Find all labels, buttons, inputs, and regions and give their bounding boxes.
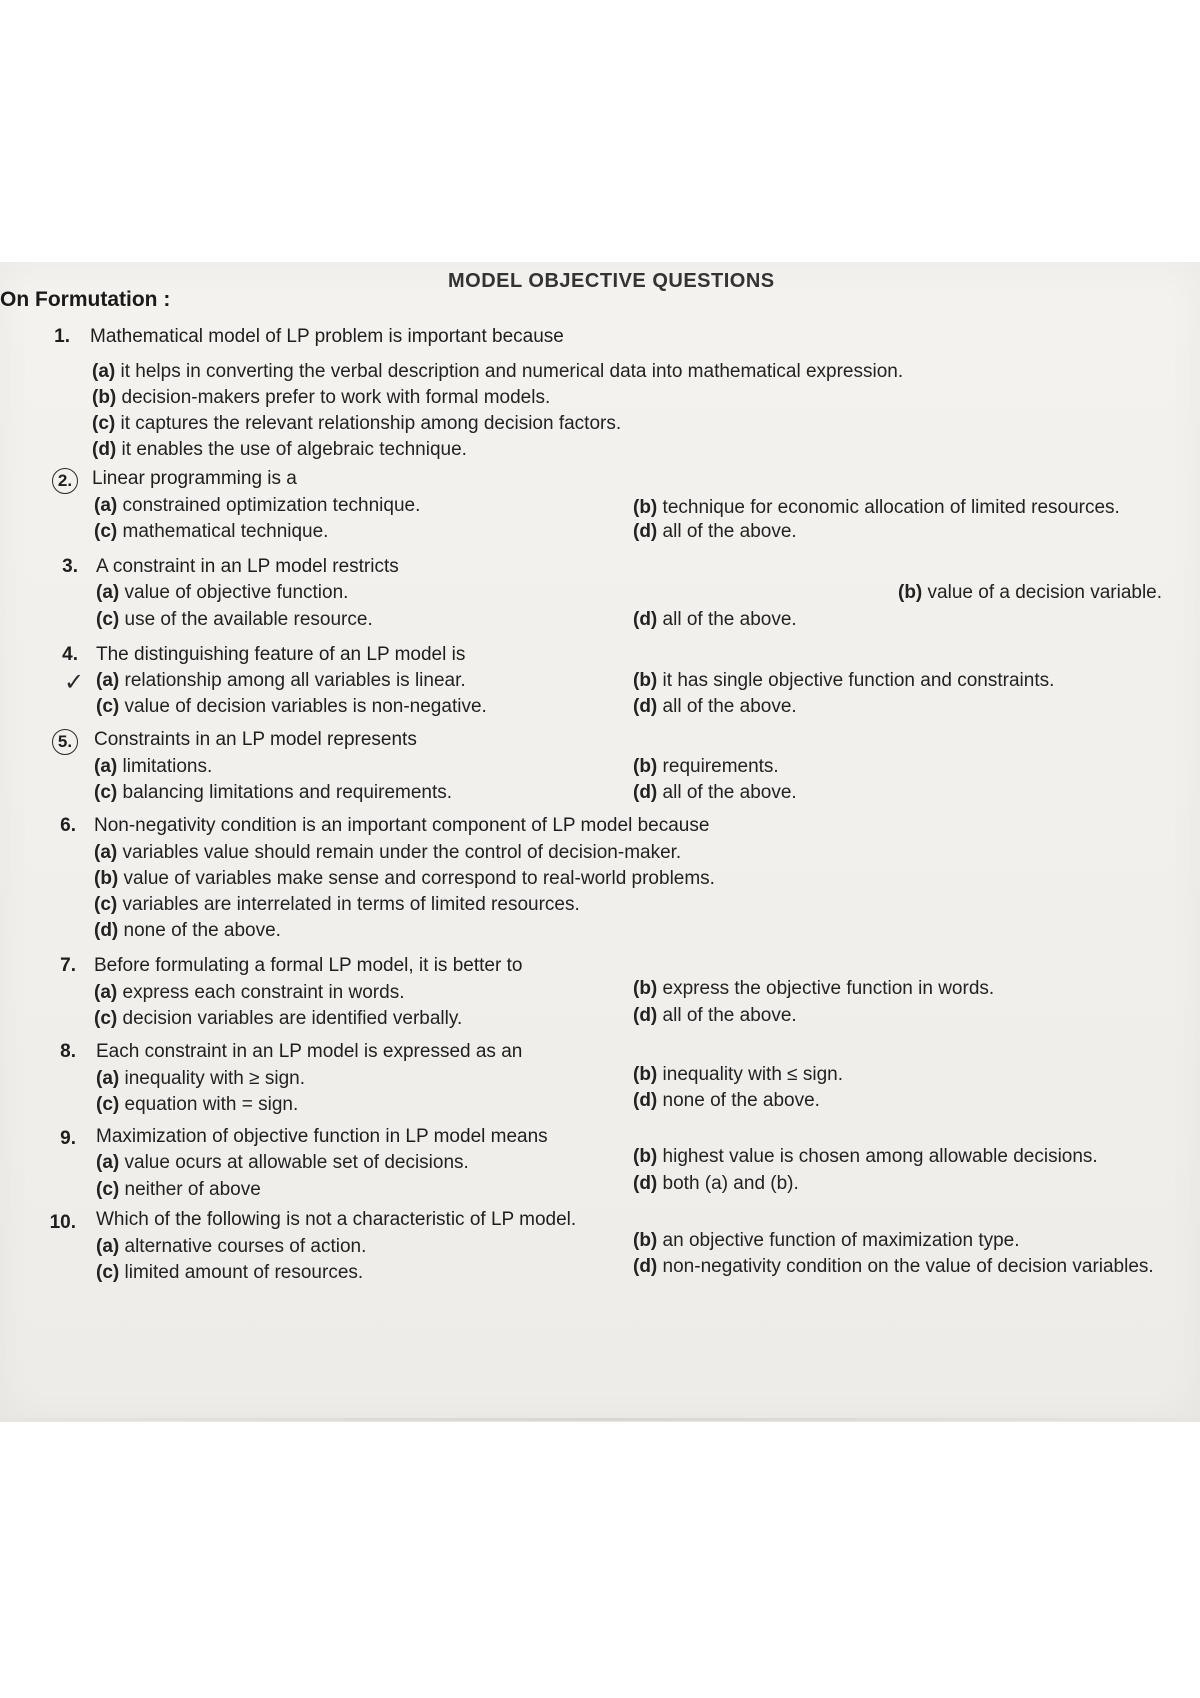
question-3-option-d: [633, 609, 797, 631]
question-1-option-d: [92, 439, 467, 461]
option-text: none of the above.: [662, 1090, 820, 1111]
question-1-option-a: [92, 361, 903, 383]
question-6-option-a: [94, 842, 681, 864]
question-5-option-a: [94, 756, 212, 778]
option-label: (b): [633, 756, 658, 777]
option-text: limitations.: [122, 756, 213, 777]
option-label: (d): [633, 782, 658, 803]
question-3-option-b: [898, 582, 1162, 604]
question-4-number: 4.: [62, 644, 78, 665]
question-6-option-d: [94, 920, 281, 942]
question-10-option-a: [96, 1236, 366, 1258]
option-text: it enables the use of algebraic technique.: [121, 439, 467, 460]
option-label: (a): [96, 1152, 120, 1173]
question-7-text: Before formulating a formal LP model, it is better to: [94, 955, 523, 976]
option-text: non-negativity condition on the value of decision variables.: [662, 1256, 1154, 1277]
option-text: decision variables are identified verbally.: [122, 1008, 463, 1029]
option-text: mathematical technique.: [122, 521, 329, 542]
option-text: express each constraint in words.: [122, 982, 405, 1003]
option-label: (d): [633, 521, 658, 542]
option-label: (c): [96, 696, 120, 717]
question-8-number: 8.: [60, 1041, 76, 1062]
question-6-text: Non-negativity condition is an important component of LP model because: [94, 815, 710, 836]
option-text: it captures the relevant relationship among decision factors.: [120, 413, 622, 434]
option-label: (c): [96, 1262, 120, 1283]
option-label: (d): [633, 1090, 658, 1111]
option-label: (d): [633, 609, 658, 630]
question-1-number: 1.: [54, 326, 70, 347]
option-text: constrained optimization technique.: [122, 495, 421, 516]
question-8-option-d: [633, 1090, 820, 1112]
option-label: (c): [94, 894, 118, 915]
option-text: all of the above.: [662, 521, 797, 542]
option-label: (c): [94, 1008, 118, 1029]
page-edge: [0, 1418, 1200, 1421]
option-label: (b): [633, 1064, 658, 1085]
option-text: value of variables make sense and correspond to real-world problems.: [123, 868, 715, 889]
option-text: all of the above.: [662, 696, 797, 717]
option-label: (d): [633, 696, 658, 717]
option-text: technique for economic allocation of limited resources.: [662, 497, 1120, 518]
option-text: variables are interrelated in terms of limited resources.: [122, 894, 580, 915]
option-label: (b): [633, 1230, 658, 1251]
question-9-option-a: [96, 1152, 469, 1174]
question-8-option-b: [633, 1064, 843, 1086]
option-text: decision-makers prefer to work with formal models.: [121, 387, 551, 408]
question-5-number: 5.: [52, 729, 78, 755]
question-3-option-a: [96, 582, 348, 604]
question-9-option-d: [633, 1173, 799, 1195]
option-text: express the objective function in words.: [662, 978, 995, 999]
option-text: all of the above.: [662, 609, 797, 630]
question-4-text: The distinguishing feature of an LP model is: [96, 644, 466, 665]
check-mark-icon: ✓: [64, 669, 85, 696]
option-text: all of the above.: [662, 1005, 797, 1026]
option-label: (b): [633, 1146, 658, 1167]
option-label: (d): [633, 1173, 658, 1194]
question-4-option-b: [633, 670, 1054, 692]
question-8-text: Each constraint in an LP model is expressed as an: [96, 1041, 523, 1062]
option-text: highest value is chosen among allowable decisions.: [662, 1146, 1098, 1167]
question-2-option-d: [633, 521, 797, 543]
option-label: (b): [898, 582, 923, 603]
question-2-option-a: [94, 495, 420, 517]
question-3-text: A constraint in an LP model restricts: [96, 556, 399, 577]
option-label: (a): [94, 756, 118, 777]
question-2-number: 2.: [52, 468, 78, 494]
option-label: (c): [92, 413, 116, 434]
question-9-option-b: [633, 1146, 1098, 1168]
option-text: inequality with ≥ sign.: [124, 1068, 305, 1089]
question-8-option-a: [96, 1068, 305, 1090]
option-text: balancing limitations and requirements.: [122, 782, 453, 803]
option-label: (a): [94, 495, 118, 516]
question-9-number: 9.: [60, 1128, 76, 1149]
question-6-number: 6.: [60, 815, 76, 836]
option-label: (b): [92, 387, 117, 408]
question-9-text: Maximization of objective function in LP model means: [96, 1126, 548, 1147]
question-10-number: 10.: [49, 1212, 76, 1233]
option-label: (b): [633, 497, 658, 518]
option-text: inequality with ≤ sign.: [662, 1064, 844, 1085]
question-5-text: Constraints in an LP model represents: [94, 729, 417, 750]
option-text: value of decision variables is non-negative.: [124, 696, 487, 717]
question-10-option-d: [633, 1256, 1154, 1278]
option-text: it has single objective function and constraints.: [662, 670, 1055, 691]
question-10-option-b: [633, 1230, 1020, 1252]
option-label: (c): [94, 521, 118, 542]
question-5-option-d: [633, 782, 797, 804]
option-label: (a): [94, 982, 118, 1003]
option-text: none of the above.: [123, 920, 281, 941]
option-text: it helps in converting the verbal description and numerical data into mathematical expression.: [120, 361, 904, 382]
option-label: (a): [96, 582, 120, 603]
question-10-text: Which of the following is not a characteristic of LP model.: [96, 1209, 577, 1230]
option-label: (c): [96, 609, 120, 630]
option-label: (b): [94, 868, 119, 889]
option-label: (a): [96, 670, 120, 691]
option-label: (a): [92, 361, 116, 382]
question-1-option-c: [92, 413, 621, 435]
option-text: variables value should remain under the control of decision-maker.: [122, 842, 682, 863]
question-7-option-b: [633, 978, 994, 1000]
option-text: use of the available resource.: [124, 609, 373, 630]
question-4-option-c: [96, 696, 487, 718]
option-text: limited amount of resources.: [124, 1262, 364, 1283]
question-9-option-c: [96, 1179, 261, 1201]
option-text: equation with = sign.: [124, 1094, 299, 1115]
page-title: MODEL OBJECTIVE QUESTIONS: [448, 270, 775, 292]
question-8-option-c: [96, 1094, 298, 1116]
option-label: (a): [94, 842, 118, 863]
option-label: (b): [633, 670, 658, 691]
question-5-option-c: [94, 782, 452, 804]
question-3-option-c: [96, 609, 373, 631]
question-7-number: 7.: [60, 955, 76, 976]
option-text: both (a) and (b).: [662, 1173, 799, 1194]
option-text: all of the above.: [662, 782, 797, 803]
question-5-option-b: [633, 756, 779, 778]
option-text: value of objective function.: [124, 582, 349, 603]
option-text: an objective function of maximization type.: [662, 1230, 1020, 1251]
question-10-option-c: [96, 1262, 363, 1284]
option-text: neither of above: [124, 1179, 261, 1200]
question-2-option-b: [633, 497, 1120, 519]
option-label: (d): [94, 920, 119, 941]
question-6-option-c: [94, 894, 580, 916]
question-4-option-d: [633, 696, 797, 718]
question-2-option-c: [94, 521, 328, 543]
question-7-option-d: [633, 1005, 797, 1027]
question-6-option-b: [94, 868, 715, 890]
option-label: (a): [96, 1236, 120, 1257]
section-heading: On Formutation :: [0, 288, 171, 311]
option-text: value of a decision variable.: [927, 582, 1163, 603]
option-text: value ocurs at allowable set of decisions.: [124, 1152, 469, 1173]
option-text: relationship among all variables is linear.: [124, 670, 466, 691]
option-label: (d): [633, 1256, 658, 1277]
option-label: (d): [92, 439, 117, 460]
option-text: requirements.: [662, 756, 779, 777]
question-2-text: Linear programming is a: [92, 468, 297, 489]
question-1-text: Mathematical model of LP problem is important because: [90, 326, 564, 347]
question-1-option-b: [92, 387, 550, 409]
option-label: (a): [96, 1068, 120, 1089]
option-text: alternative courses of action.: [124, 1236, 367, 1257]
question-7-option-a: [94, 982, 404, 1004]
question-7-option-c: [94, 1008, 462, 1030]
option-label: (c): [94, 782, 118, 803]
option-label: (d): [633, 1005, 658, 1026]
option-label: (b): [633, 978, 658, 999]
question-3-number: 3.: [62, 556, 78, 577]
option-label: (c): [96, 1179, 120, 1200]
option-label: (c): [96, 1094, 120, 1115]
question-4-option-a: [96, 670, 466, 692]
